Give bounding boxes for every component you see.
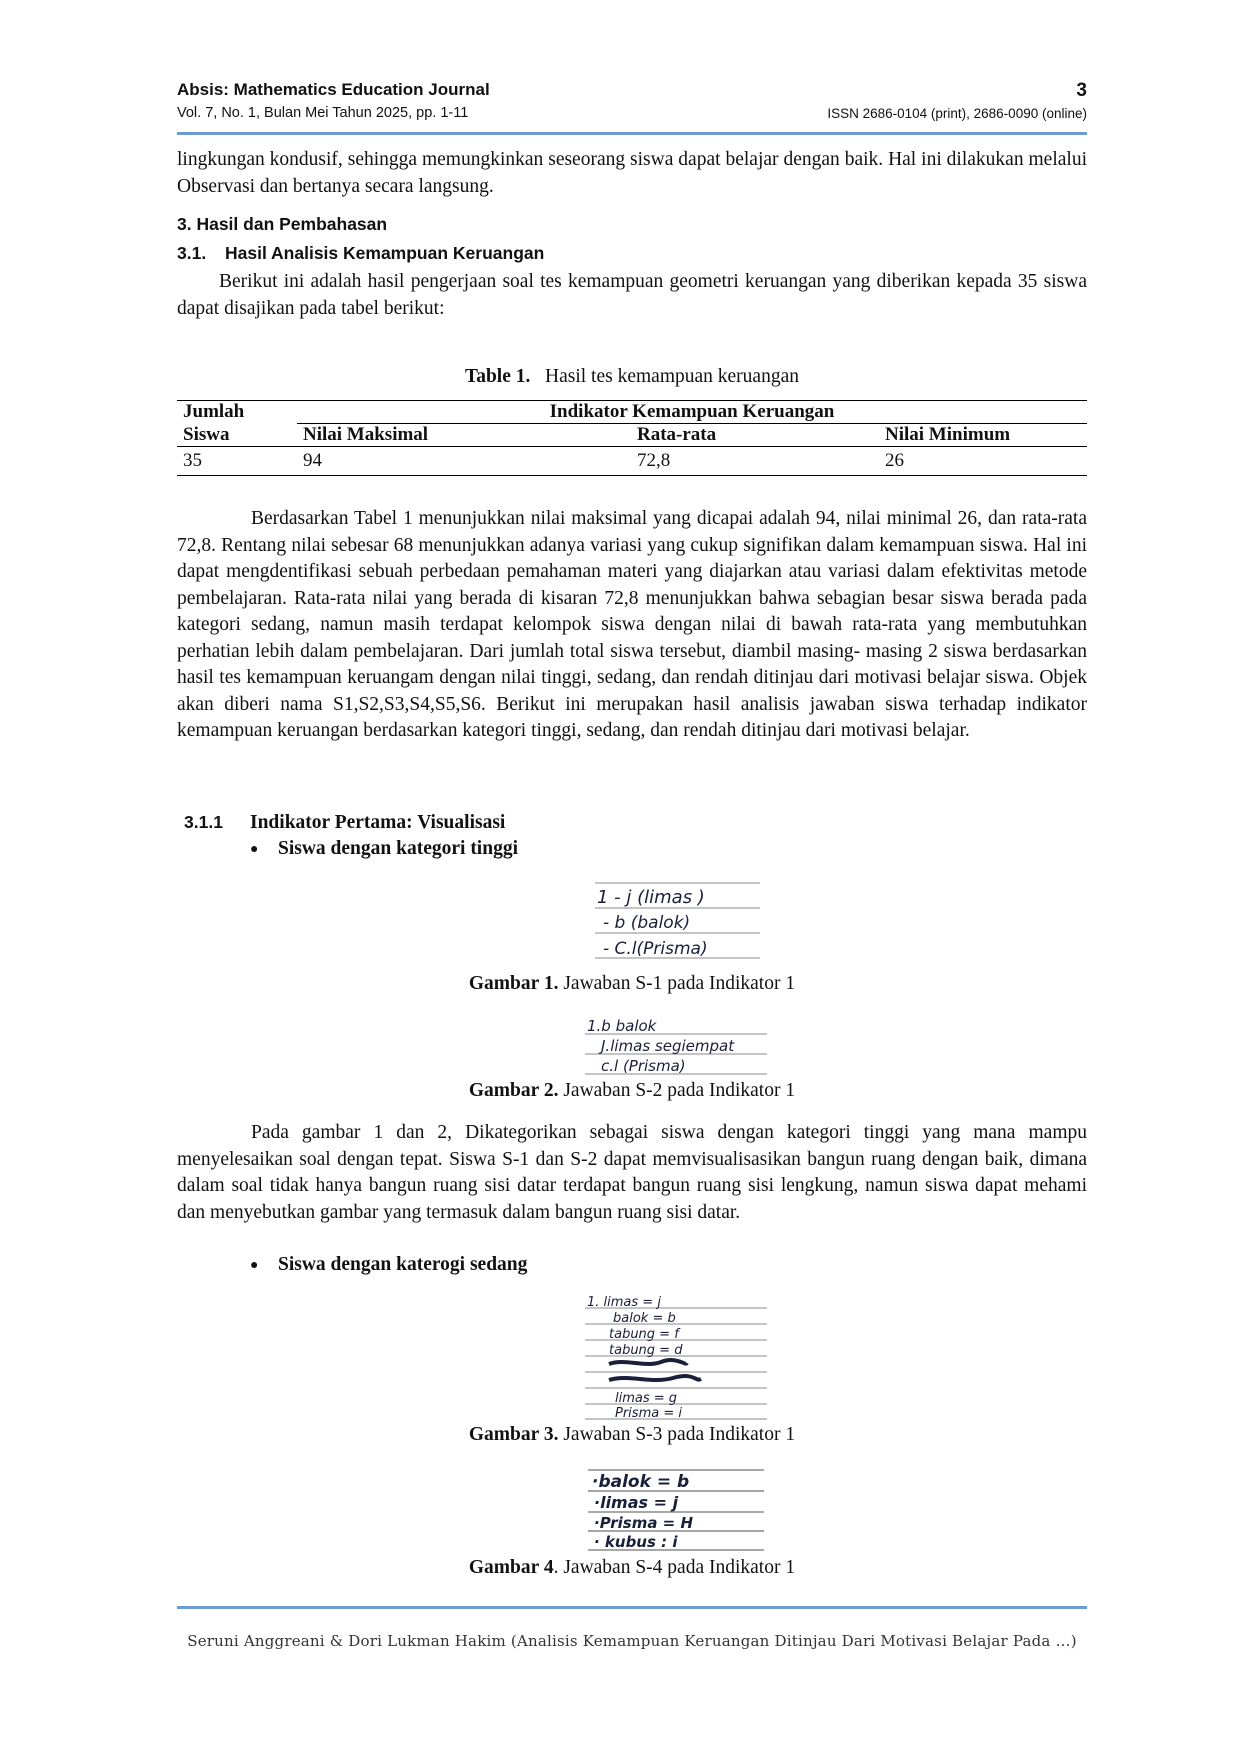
figure-3-label: Gambar 3. <box>468 1424 559 1445</box>
cell-jumlah: 35 <box>177 447 297 476</box>
discussion-paragraph: Berdasarkan Tabel 1 menunjukkan nilai maksimal yang dicapai adalah 94, nilai minimal 26, dan rata-rata 72,8. Rentang nilai sebesar 68 menunjukkan adanya variasi yang cukup signifikan dalam kemampuan siswa. Hal ini dapat mengdentifikasi sebuah perbedaan pemahaman materi yang diajarkan atau variasi dalam efektivitas metode pembelajaran. Rata-rata nilai yang berada di kisaran 72,8 menunjukkan bahwa sebagian besar siswa berada pada kategori sedang, namun masih terdapat kelompok siswa dengan nilai di bawah rata-rata yang membutuhkan perhatian lebih dalam pembelajaran. Dari jumlah total siswa tersebut, diambil masing- masing 2 siswa berdasarkan hasil tes kemampuan keruangam dengan nilai tinggi, sedang, dan rendah ditinjau dari motivasi belajar siswa. Objek akan diberi nama S1,S2,S3,S4,S5,S6. Berikut ini merupakan hasil analisis jawaban siswa terhadap indikator kemampuan keruangan berdasarkan kategori tinggi, sedang, dan rendah ditinjau dari motivasi belajar. <box>177 508 1087 741</box>
subsection-title: Hasil Analisis Kemampuan Keruangan <box>225 243 545 263</box>
figure-3-line-8: Prisma = i <box>615 1406 682 1420</box>
header-nilai-minimum: Nilai Minimum <box>879 424 1087 447</box>
table-caption <box>177 366 1087 388</box>
page-footer: Seruni Anggreani & Dori Lukman Hakim (Analisis Kemampuan Keruangan Ditinjau Dari Motivasi Belajar Pada …) <box>187 1632 1077 1650</box>
table-row <box>177 447 1087 476</box>
figure-2-line-3: c.l (Prisma) <box>601 1057 686 1075</box>
section-heading: 3. Hasil dan Pembahasan <box>177 214 388 234</box>
intro-paragraph: lingkungan kondusif, sehingga memungkinkan seseorang siswa dapat belajar dengan baik. Hal ini dilakukan melalui Observasi dan bertanya secara langsung. <box>177 149 1087 197</box>
figure-3-handwriting <box>585 1292 770 1420</box>
figure-4-caption-text: . Jawaban S-4 pada Indikator 1 <box>553 1557 796 1578</box>
figure-2-line-1: 1.b balok <box>587 1017 657 1035</box>
figure-2-handwriting <box>585 1016 770 1078</box>
table-header-row-1 <box>177 401 1087 424</box>
header-rule <box>177 132 1087 135</box>
figure-1-line-2: - b (balok) <box>603 913 691 933</box>
volume-info: Vol. 7, No. 1, Bulan Mei Tahun 2025, pp. 1-11 <box>177 105 469 121</box>
col-jumlah-line1: Jumlah <box>177 401 297 424</box>
section-paragraph: Berikut ini adalah hasil pengerjaan soal tes kemampuan geometri keruangan yang diberikan kepada 35 siswa dapat disajikan pada tabel berikut: <box>177 271 1087 319</box>
page-number: 3 <box>1076 80 1087 101</box>
journal-header <box>177 80 1087 100</box>
footer-rule <box>177 1606 1087 1609</box>
table-caption-text: Hasil tes kemampuan keruangan <box>545 366 799 387</box>
figure-2-label: Gambar 2. <box>468 1080 559 1101</box>
col-jumlah-line2: Siswa <box>177 424 297 447</box>
scribble-icon <box>609 1376 701 1380</box>
figure-2-line-2: J.limas segiempat <box>601 1037 735 1055</box>
figure-1-caption <box>177 973 1087 995</box>
figure-3-line-4: tabung = d <box>609 1343 683 1358</box>
bullet-high-label: Siswa dengan kategori tinggi <box>278 838 518 859</box>
bullet-high-category <box>250 838 518 860</box>
cell-minimum: 26 <box>879 447 1087 476</box>
journal-title: Absis: Mathematics Education Journal <box>177 80 490 99</box>
figure-4-label: Gambar 4 <box>468 1557 554 1578</box>
figure-3-line-7: limas = g <box>615 1391 678 1406</box>
figure-discussion-paragraph: Pada gambar 1 dan 2, Dikategorikan sebagai siswa dengan kategori tinggi yang mana mampu menyelesaikan soal dengan tepat. Siswa S-1 dan S-2 dapat memvisualisasikan bangun ruang dengan baik, dimana dalam soal tidak hanya bangun ruang sisi datar terdapat bangun ruang sisi lengkung, namun siswa dapat mehami dan menyebutkan gambar yang termasuk dalam bangun ruang sisi datar. <box>177 1122 1087 1223</box>
figure-2-svg <box>585 1016 770 1078</box>
figure-4-line-4: · kubus : i <box>594 1533 678 1551</box>
table-header-row-2 <box>177 424 1087 447</box>
results-table <box>177 400 1087 476</box>
subsection-number: 3.1. <box>177 243 207 263</box>
figure-2-caption <box>177 1080 1087 1102</box>
figure-3-line-1: 1. limas = j <box>587 1295 661 1310</box>
header-rata-rata: Rata-rata <box>631 424 879 447</box>
figure-2-caption-text: Jawaban S-2 pada Indikator 1 <box>563 1080 796 1101</box>
table-caption-label: Table 1. <box>465 366 531 387</box>
indicator-heading <box>184 812 505 834</box>
figure-1-caption-text: Jawaban S-1 pada Indikator 1 <box>563 973 796 994</box>
figure-1-svg <box>595 878 765 962</box>
figure-3-svg <box>585 1292 770 1420</box>
figure-1-line-1: 1 - j (limas ) <box>597 887 705 908</box>
figure-1-label: Gambar 1. <box>468 973 559 994</box>
indicator-number: 3.1.1 <box>184 812 223 832</box>
figure-4-line-3: ·Prisma = H <box>594 1514 694 1532</box>
bullet-medium-label: Siswa dengan katerogi sedang <box>278 1254 528 1275</box>
figure-4-handwriting <box>588 1467 768 1553</box>
bullet-dot-icon: ● <box>250 1257 259 1273</box>
figure-1-handwriting <box>595 878 765 962</box>
figure-4-line-1: ·balok = b <box>592 1472 690 1492</box>
figure-3-caption-text: Jawaban S-3 pada Indikator 1 <box>563 1424 796 1445</box>
bullet-dot-icon: ● <box>250 841 259 857</box>
scribble-icon <box>609 1360 687 1364</box>
figure-3-caption <box>177 1424 1087 1446</box>
cell-maksimal: 94 <box>297 447 631 476</box>
cell-rata-rata: 72,8 <box>631 447 879 476</box>
figure-4-caption <box>177 1557 1087 1579</box>
volume-line <box>177 105 1087 121</box>
header-nilai-maksimal: Nilai Maksimal <box>297 424 631 447</box>
figure-3-line-2: balok = b <box>613 1311 676 1326</box>
group-header: Indikator Kemampuan Keruangan <box>297 401 1087 424</box>
figure-3-line-3: tabung = f <box>609 1327 679 1342</box>
bullet-medium-category <box>250 1254 527 1276</box>
figure-4-svg <box>588 1467 768 1553</box>
subsection-heading <box>177 243 544 264</box>
indicator-title: Indikator Pertama: Visualisasi <box>250 812 506 833</box>
issn-info: ISSN 2686-0104 (print), 2686-0090 (online) <box>827 106 1087 121</box>
figure-1-line-3: - C.l(Prisma) <box>603 939 708 959</box>
figure-4-line-2: ·limas = j <box>594 1493 679 1512</box>
